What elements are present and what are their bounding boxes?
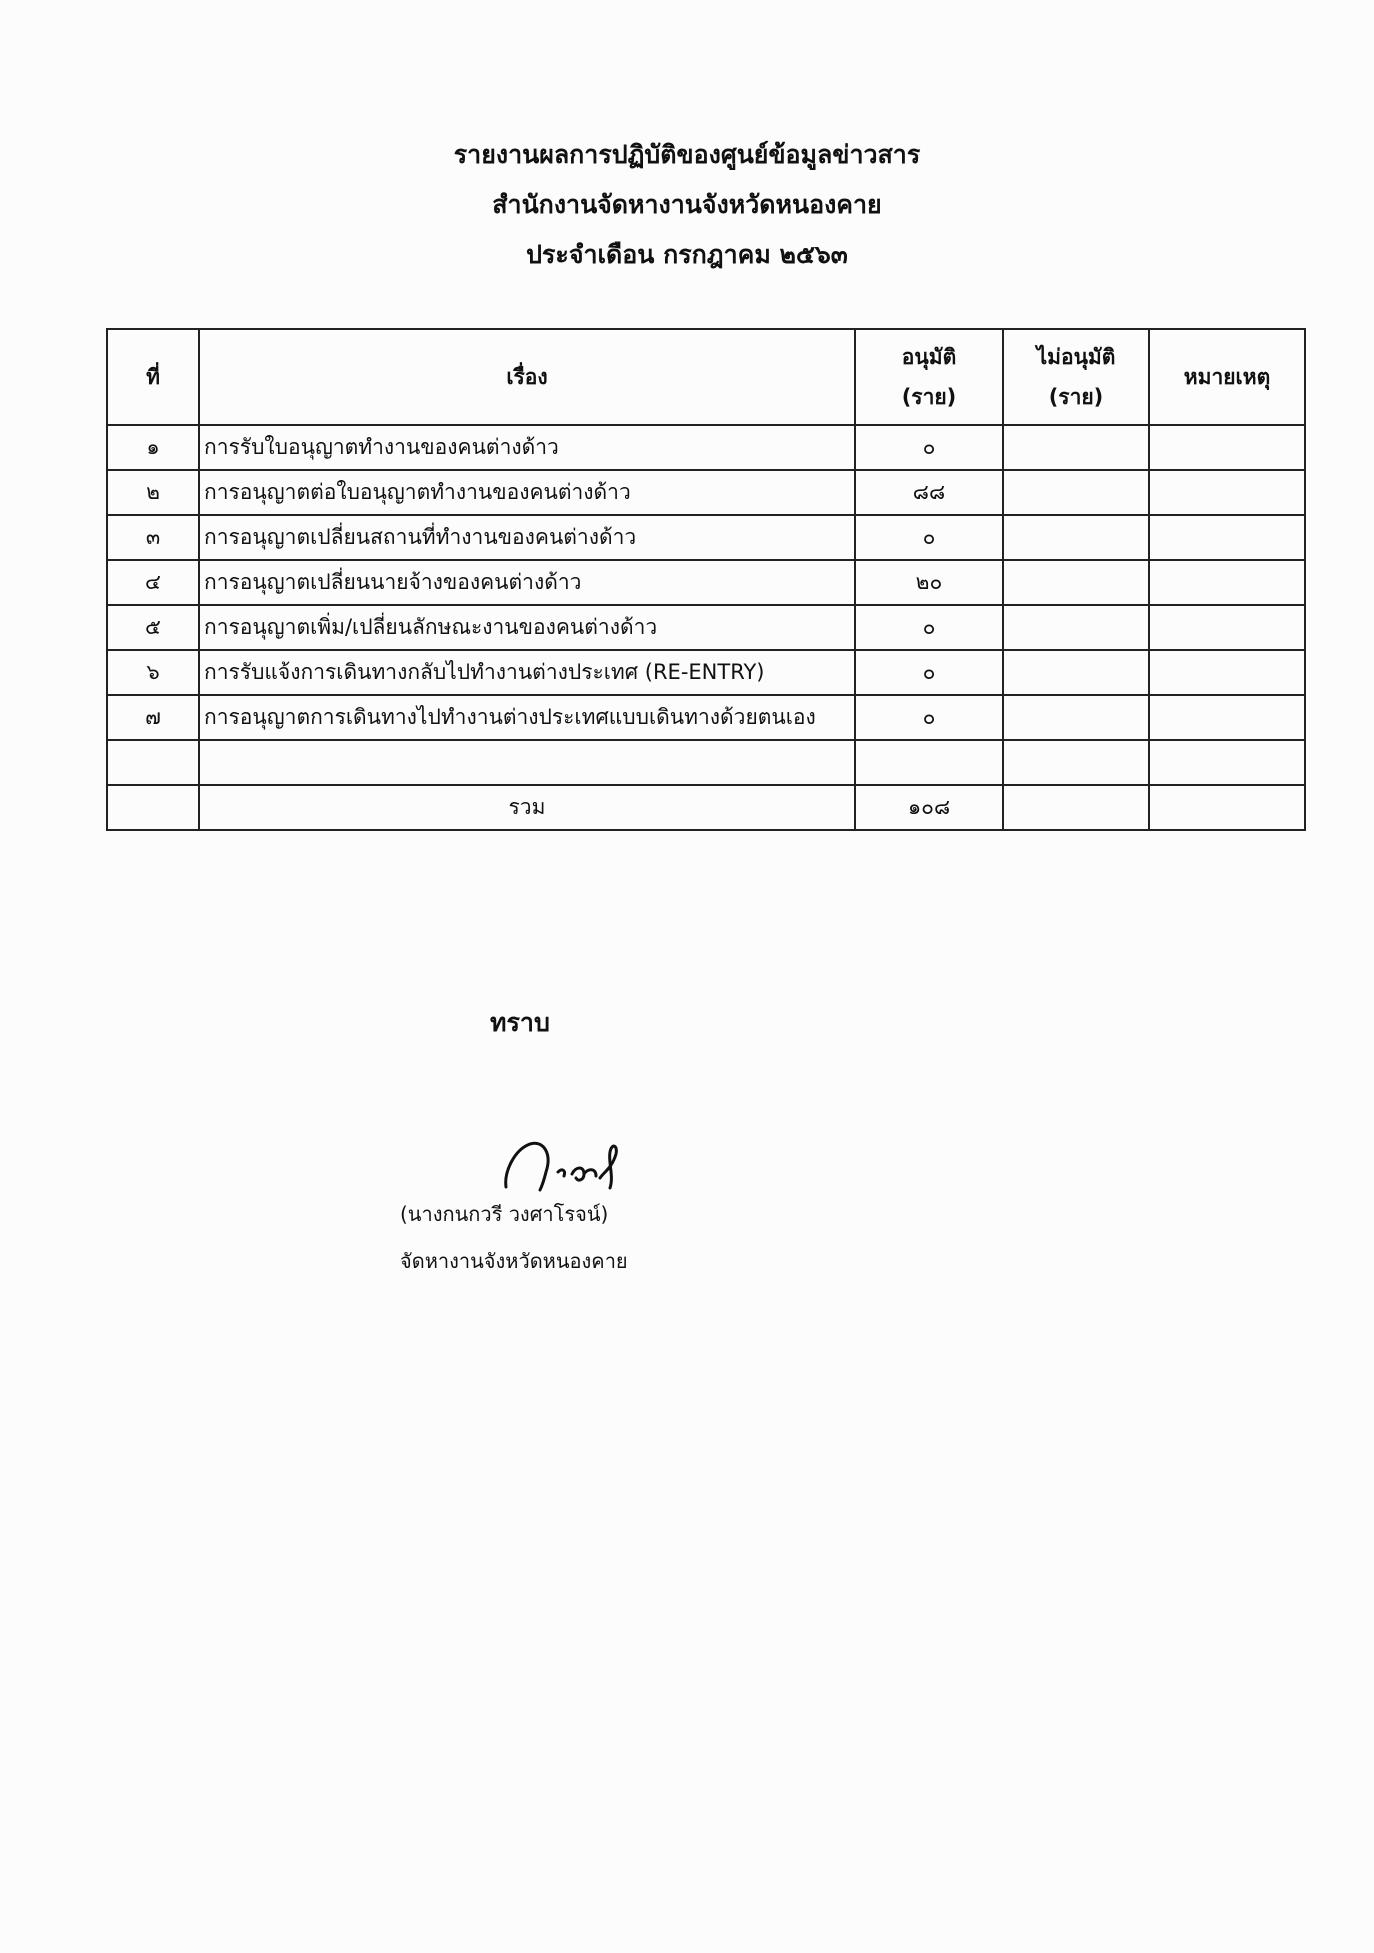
row-not-approved xyxy=(1003,740,1149,785)
table-row-empty xyxy=(107,740,1305,785)
table-row xyxy=(107,605,1305,650)
column-header-not-approved-unit: (ราย) xyxy=(1048,385,1104,409)
column-header-not-approved xyxy=(1003,329,1149,425)
row-number: ๖ xyxy=(107,650,199,695)
row-approved: ๐ xyxy=(855,650,1003,695)
row-approved: ๐ xyxy=(855,425,1003,470)
row-not-approved xyxy=(1003,650,1149,695)
table-total-row xyxy=(107,785,1305,830)
row-number: ๒ xyxy=(107,470,199,515)
row-number xyxy=(107,740,199,785)
table-row xyxy=(107,650,1305,695)
report-table xyxy=(106,328,1306,831)
column-header-approved-unit: (ราย) xyxy=(901,385,957,409)
table-row xyxy=(107,515,1305,560)
row-topic: การรับแจ้งการเดินทางกลับไปทำงานต่างประเทศ (RE-ENTRY) xyxy=(199,650,855,695)
table-header-row xyxy=(107,329,1305,425)
table-row xyxy=(107,425,1305,470)
total-approved: ๑๐๘ xyxy=(855,785,1003,830)
signatory-name: (นางกนกวรี วงศาโรจน์) xyxy=(400,1202,609,1226)
row-topic: การอนุญาตเพิ่ม/เปลี่ยนลักษณะงานของคนต่างด้าว xyxy=(199,605,855,650)
column-header-not-approved-label: ไม่อนุมัติ xyxy=(1036,345,1116,369)
office-name: สำนักงานจัดหางานจังหวัดหนองคาย xyxy=(492,190,882,219)
row-remarks xyxy=(1149,515,1305,560)
row-number: ๗ xyxy=(107,695,199,740)
row-topic xyxy=(199,740,855,785)
row-topic: การอนุญาตต่อใบอนุญาตทำงานของคนต่างด้าว xyxy=(199,470,855,515)
row-remarks xyxy=(1149,605,1305,650)
row-not-approved xyxy=(1003,605,1149,650)
row-approved: ๐ xyxy=(855,605,1003,650)
row-not-approved xyxy=(1003,695,1149,740)
handwritten-signature xyxy=(500,1132,630,1194)
row-remarks xyxy=(1149,650,1305,695)
row-number: ๕ xyxy=(107,605,199,650)
row-not-approved xyxy=(1003,515,1149,560)
row-approved: ๐ xyxy=(855,515,1003,560)
row-approved: ๐ xyxy=(855,695,1003,740)
row-not-approved xyxy=(1003,425,1149,470)
table-row xyxy=(107,470,1305,515)
column-header-approved xyxy=(855,329,1003,425)
total-label: รวม xyxy=(199,785,855,830)
row-remarks xyxy=(1149,560,1305,605)
row-not-approved xyxy=(1003,470,1149,515)
row-remarks xyxy=(1149,695,1305,740)
row-topic: การอนุญาตเปลี่ยนนายจ้างของคนต่างด้าว xyxy=(199,560,855,605)
table-row xyxy=(107,695,1305,740)
row-topic: การอนุญาตการเดินทางไปทำงานต่างประเทศแบบเดินทางด้วยตนเอง xyxy=(199,695,855,740)
row-remarks xyxy=(1149,425,1305,470)
row-remarks xyxy=(1149,740,1305,785)
row-approved: ๒๐ xyxy=(855,560,1003,605)
report-header xyxy=(0,130,1374,280)
column-header-no: ที่ xyxy=(107,329,199,425)
acknowledgement-text: ทราบ xyxy=(490,1008,550,1037)
row-approved xyxy=(855,740,1003,785)
total-remarks xyxy=(1149,785,1305,830)
row-topic: การอนุญาตเปลี่ยนสถานที่ทำงานของคนต่างด้าว xyxy=(199,515,855,560)
report-period: ประจำเดือน กรกฎาคม ๒๕๖๓ xyxy=(526,240,848,269)
row-number: ๑ xyxy=(107,425,199,470)
row-topic: การรับใบอนุญาตทำงานของคนต่างด้าว xyxy=(199,425,855,470)
row-number: ๔ xyxy=(107,560,199,605)
column-header-topic: เรื่อง xyxy=(199,329,855,425)
column-header-approved-label: อนุมัติ xyxy=(901,345,957,369)
total-not-approved xyxy=(1003,785,1149,830)
row-approved: ๘๘ xyxy=(855,470,1003,515)
signatory-position: จัดหางานจังหวัดหนองคาย xyxy=(400,1249,628,1273)
table-row xyxy=(107,560,1305,605)
row-remarks xyxy=(1149,470,1305,515)
column-header-remarks: หมายเหตุ xyxy=(1149,329,1305,425)
total-number-cell xyxy=(107,785,199,830)
report-title: รายงานผลการปฏิบัติของศูนย์ข้อมูลข่าวสาร xyxy=(453,140,921,169)
row-not-approved xyxy=(1003,560,1149,605)
row-number: ๓ xyxy=(107,515,199,560)
